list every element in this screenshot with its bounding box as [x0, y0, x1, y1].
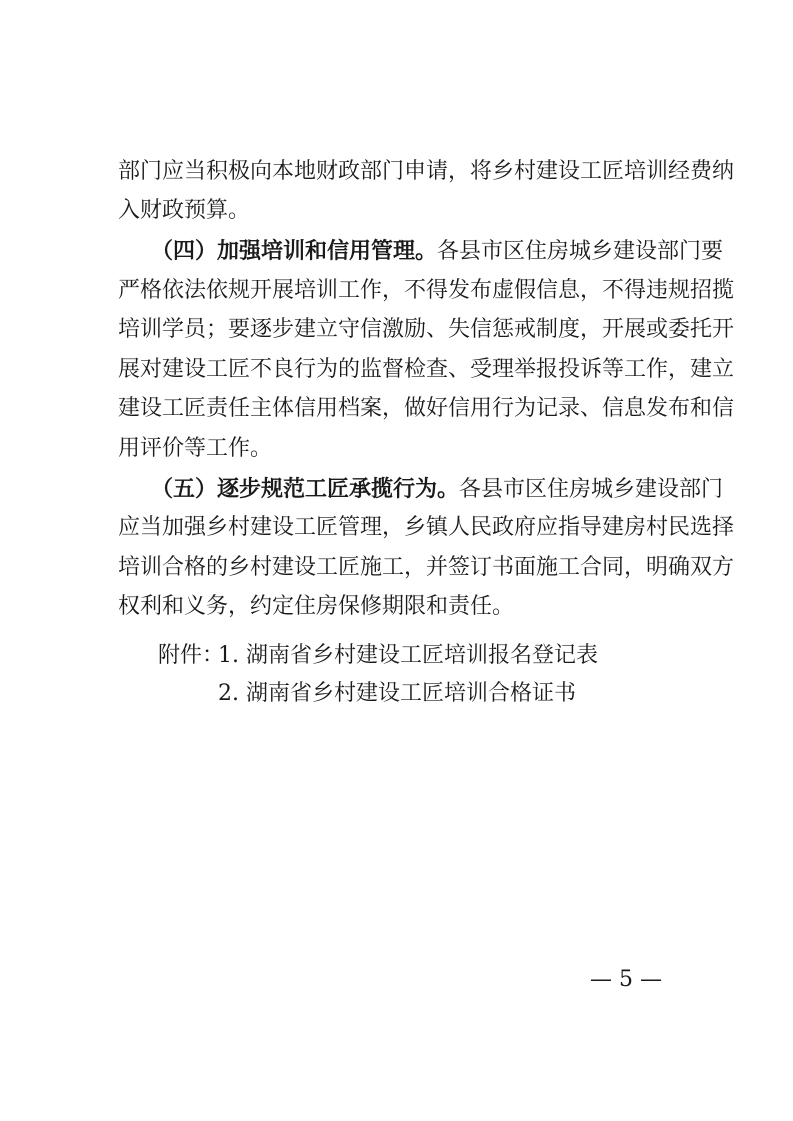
body-line: 部门应当积极向本地财政部门申请，将乡村建设工匠培训经费纳 — [118, 159, 735, 184]
body-line: 用评价等工作。 — [118, 436, 273, 461]
attachments-label: 附件： — [158, 643, 225, 668]
body-line: 建设工匠责任主体信用档案，做好信用行为记录、信息发布和信 — [118, 396, 735, 421]
body-line: 培训合格的乡村建设工匠施工，并签订书面施工合同，明确双方 — [118, 555, 735, 580]
body-line: 应当加强乡村建设工匠管理，乡镇人民政府应指导建房村民选择 — [118, 515, 735, 540]
section-5-heading: （五）逐步规范工匠承揽行为。 — [162, 476, 460, 502]
section-4-paragraph-start — [118, 236, 724, 267]
body-line: 入财政预算。 — [118, 198, 251, 223]
body-line: 权利和义务，约定住房保修期限和责任。 — [118, 594, 515, 619]
body-line: 严格依法依规开展培训工作，不得发布虚假信息，不得违规招揽 — [118, 278, 735, 303]
body-line: 展对建设工匠不良行为的监督检查、受理举报投诉等工作，建立 — [118, 357, 735, 382]
body-text: 各县市区住房城乡建设部门 — [459, 477, 724, 502]
page-number: — 5 — — [590, 967, 662, 992]
body-line: 培训学员；要逐步建立守信激励、失信惩戒制度，开展或委托开 — [118, 317, 735, 342]
body-text: 各县市区住房城乡建设部门要 — [437, 239, 724, 264]
section-4-heading: （四）加强培训和信用管理。 — [162, 238, 438, 264]
attachment-item: 2. 湖南省乡村建设工匠培训合格证书 — [218, 681, 576, 706]
section-5-paragraph-start — [118, 474, 724, 505]
attachment-item: 1. 湖南省乡村建设工匠培训报名登记表 — [218, 643, 598, 668]
